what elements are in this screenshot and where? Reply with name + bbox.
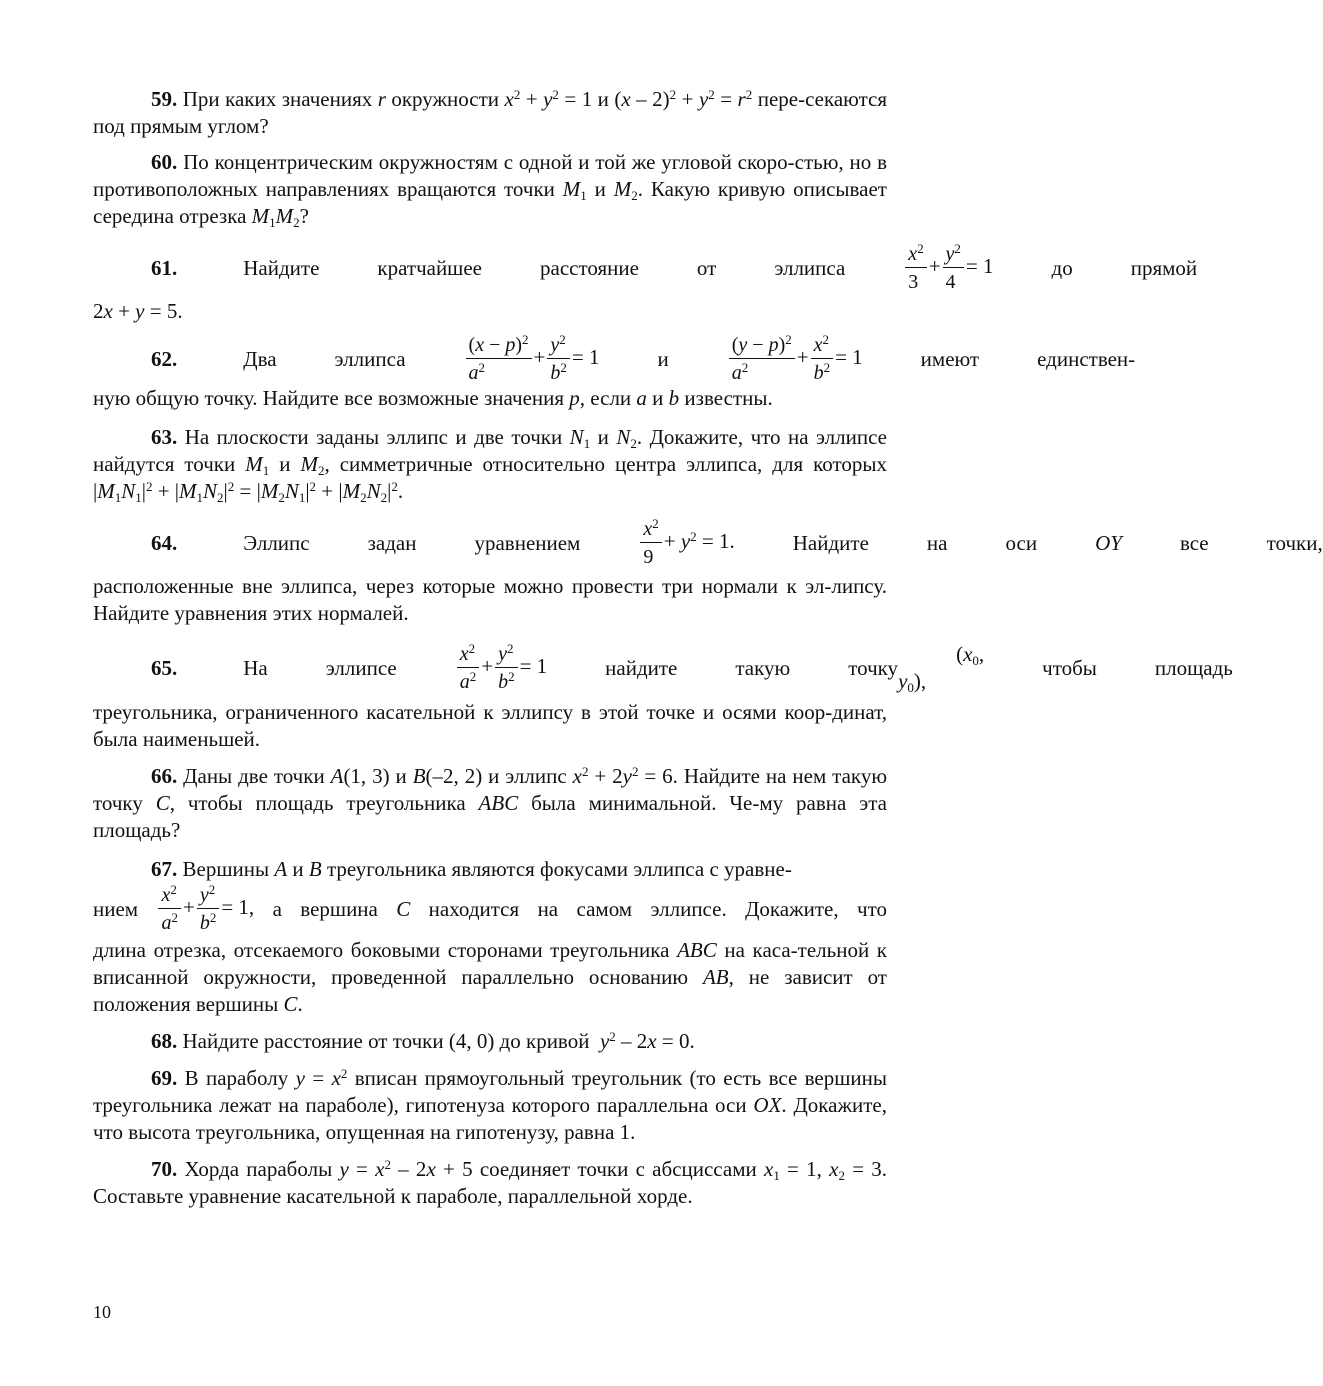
problem-68: 68. Найдите расстояние от точки (4, 0) до кривой $y^2 - 2x = 0$. <box>151 1029 695 1053</box>
problem-number: 67. <box>151 857 178 881</box>
problem-64: 64. Эллипс задан уравнением $\frac{x^2}{9}$ + $y^2 = 1$. Найдите на оси OY все точки, расположенные вне эллипса, через которые можно провести три нормали к эл-липсу. Найдите уравнения этих нормалей. <box>93 516 1323 625</box>
problem-59: 59. При каких значениях r окружности $x^2 + y^2 = 1$ и $(x - 2)^2 + y^2 = r^2$ пере-секаются под прямым углом? <box>93 87 888 138</box>
fraction: $\frac{x^2}{a^2}$ <box>158 885 181 933</box>
problem-70: 70. Хорда параболы $y = x^2 - 2x + 5$ соединяет точки с абсциссами $x_1 = 1$, $x_2 = 3$. Составьте уравнение касательной к параболе, параллельной хорде. <box>93 1157 888 1208</box>
problem-67: 67. Вершины A и B треугольника являются фокусами эллипса с уравне- нием $\frac{x^2}{a^2}$ + $\frac{y^2}{b^2}$ = 1, а вершина C находится на самом эллипсе. Докажите, что длина отрезка, отсекаемого боковыми сторонами треугольника ABC на каса-тельной к вписанной окружности, проведенной параллельно основанию AB, не зависит от положения вершины C. <box>93 857 888 1016</box>
problem-number: 63. <box>151 425 178 449</box>
problem-65: 65. На эллипсе $\frac{x^2}{a^2}$ + $\frac{y^2}{b^2}$ = 1 найдите такую точку ($x_0$, $y_0$), чтобы площадь треугольника, ограниченного касательной к эллипсу в этой точке и осями коор-динат, была наименьшей. <box>93 641 1233 751</box>
problem-63: 63. На плоскости заданы эллипс и две точки $N_1$ и $N_2$. Докажите, что на эллипсе найдутся точки $M_1$ и $M_2$, симметричные относительно центра эллипса, для которых $|M_1N_1|^2 + |M_1N_2|^2 = |M_2N_1|^2 + |M_2N_2|^2$. <box>93 425 887 505</box>
fraction: $\frac{y^2}{b^2}$ <box>495 644 518 692</box>
problem-number: 70. <box>151 1157 178 1181</box>
fraction: $\frac{(y - p)^2}{a^2}$ <box>729 335 795 383</box>
problem-69: 69. В параболу $y = x^2$ вписан прямоугольный треугольник (то есть все вершины треугольника лежат на параболе), гипотенуза которого параллельна оси OX. Докажите, что высота треугольника, опущенная на гипотенузу, равна 1. <box>93 1066 888 1144</box>
page-number: 10 <box>93 1302 111 1322</box>
problem-number: 62. <box>151 346 178 371</box>
fraction: $\frac{y^2}{4}$ <box>943 244 964 292</box>
fraction: $\frac{x^2}{9}$ <box>640 519 661 567</box>
problem-60: 60. По концентрическим окружностям с одной и той же угловой скоро-стью, но в противоположных направлениях вращаются точки $M_1$ и $M_2$. Какую кривую описывает середина отрезка $M_1M_2$? <box>93 150 887 230</box>
fraction: $\frac{y^2}{b^2}$ <box>197 885 220 933</box>
problem-number: 68. <box>151 1029 178 1053</box>
problem-62: 62. Два эллипса $\frac{(x - p)^2}{a^2}$ + $\frac{y^2}{b^2}$ = 1 и $\frac{(y - p)^2}{a^2}$ + $\frac{x^2}{b^2}$ = 1 имеют единствен- ную общую точку. Найдите все возможные значения p, если a и b известны. <box>93 332 1136 410</box>
fraction: $\frac{x^2}{a^2}$ <box>457 644 480 692</box>
problem-number: 59. <box>151 87 178 111</box>
problem-number: 60. <box>151 150 178 174</box>
problem-61: 61. Найдите кратчайшее расстояние от эллипса $\frac{x^2}{3}$ + $\frac{y^2}{4}$ = 1 до прямой 2x + y = 5. <box>93 241 1198 323</box>
page-body <box>93 86 1323 1219</box>
problem-66: 66. Даны две точки A(1, 3) и B(–2, 2) и эллипс $x^2 + 2y^2 = 6$. Найдите на нем такую точку C, чтобы площадь треугольника ABC была минимальной. Че-му равна эта площадь? <box>93 764 888 842</box>
problem-number: 69. <box>151 1066 178 1090</box>
fraction: $\frac{y^2}{b^2}$ <box>547 335 570 383</box>
problem-number: 65. <box>151 655 178 680</box>
problem-number: 61. <box>151 255 178 280</box>
fraction: $\frac{x^2}{3}$ <box>905 244 926 292</box>
fraction: $\frac{x^2}{b^2}$ <box>811 335 834 383</box>
problem-number: 66. <box>151 764 178 788</box>
problem-number: 64. <box>151 530 178 555</box>
fraction: $\frac{(x - p)^2}{a^2}$ <box>466 335 532 383</box>
